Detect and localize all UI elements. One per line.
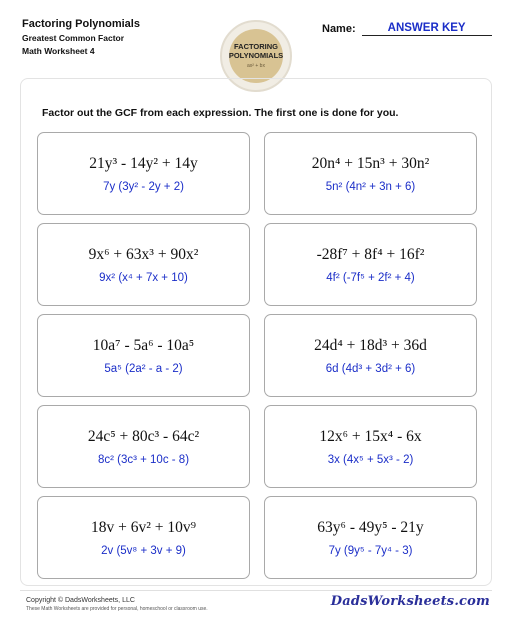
worksheet-header: [22, 18, 140, 59]
problem-card: [37, 132, 250, 215]
problem-expression: -28f⁷ + 8f⁴ + 16f²: [316, 245, 425, 263]
disclaimer-text: These Math Worksheets are provided for personal, homeschool or classroom use.: [26, 606, 208, 612]
problem-answer: 2v (5v⁸ + 3v + 9): [101, 544, 186, 557]
problem-card: [264, 132, 477, 215]
problem-answer: 7y (3y² - 2y + 2): [103, 180, 184, 193]
problem-grid: [37, 132, 477, 579]
badge-line1: FACTORING: [233, 41, 279, 51]
problem-expression: 9x⁶ + 63x³ + 90x²: [88, 245, 199, 263]
problem-expression: 20n⁴ + 15n³ + 30n²: [311, 154, 430, 172]
problem-answer: 6d (4d³ + 3d² + 6): [325, 362, 416, 375]
dadsworksheets-logo[interactable]: DadsWorksheets.com: [330, 594, 490, 609]
problem-card: [37, 223, 250, 306]
badge-line2: POLYNOMIALS: [228, 50, 284, 60]
instructions: Factor out the GCF from each expression. The first one is done for you.: [42, 107, 399, 119]
problem-answer: 9x² (x⁴ + 7x + 10): [99, 271, 188, 284]
problem-expression: 24d⁴ + 18d³ + 36d: [314, 336, 427, 354]
problem-card: [37, 314, 250, 397]
badge-inner: [229, 29, 283, 83]
problem-answer: 5n² (4n² + 3n + 6): [325, 180, 416, 193]
problem-expression: 63y⁶ - 49y⁵ - 21y: [317, 518, 424, 536]
worksheet-number: Math Worksheet 4: [22, 46, 95, 56]
copyright-text: Copyright © DadsWorksheets, LLC: [26, 597, 135, 604]
problem-answer: 8c² (3c³ + 10c - 8): [97, 453, 190, 466]
problem-answer: 4f² (-7f⁵ + 2f² + 4): [326, 271, 415, 284]
problem-expression: 12x⁶ + 15x⁴ - 6x: [319, 427, 422, 445]
name-field: [322, 22, 492, 36]
name-label: Name:: [322, 23, 356, 35]
problem-expression: 24c⁵ + 80c³ - 64c²: [87, 427, 200, 445]
problem-expression: 10a⁷ - 5a⁶ - 10a⁵: [92, 336, 195, 354]
problem-answer: 5a⁵ (2a² - a - 2): [104, 362, 183, 375]
worksheet-subtitle: Greatest Common Factor: [22, 33, 125, 43]
problem-answer: 3x (4x⁵ + 5x³ - 2): [327, 453, 414, 466]
problem-answer: 7y (9y⁵ - 7y⁴ - 3): [328, 544, 413, 557]
problem-card: [264, 314, 477, 397]
worksheet-title: Factoring Polynomials: [22, 18, 140, 30]
problem-expression: 18v + 6v² + 10v⁹: [90, 518, 197, 536]
problem-expression: 21y³ - 14y² + 14y: [89, 154, 198, 172]
footer-divider: [20, 590, 492, 591]
answer-key-label: ANSWER KEY: [362, 22, 492, 36]
badge-sub: ax² + bx: [247, 62, 265, 69]
problem-card: [264, 223, 477, 306]
problem-card: [264, 496, 477, 579]
problem-card: [37, 496, 250, 579]
problem-card: [37, 405, 250, 488]
problem-card: [264, 405, 477, 488]
